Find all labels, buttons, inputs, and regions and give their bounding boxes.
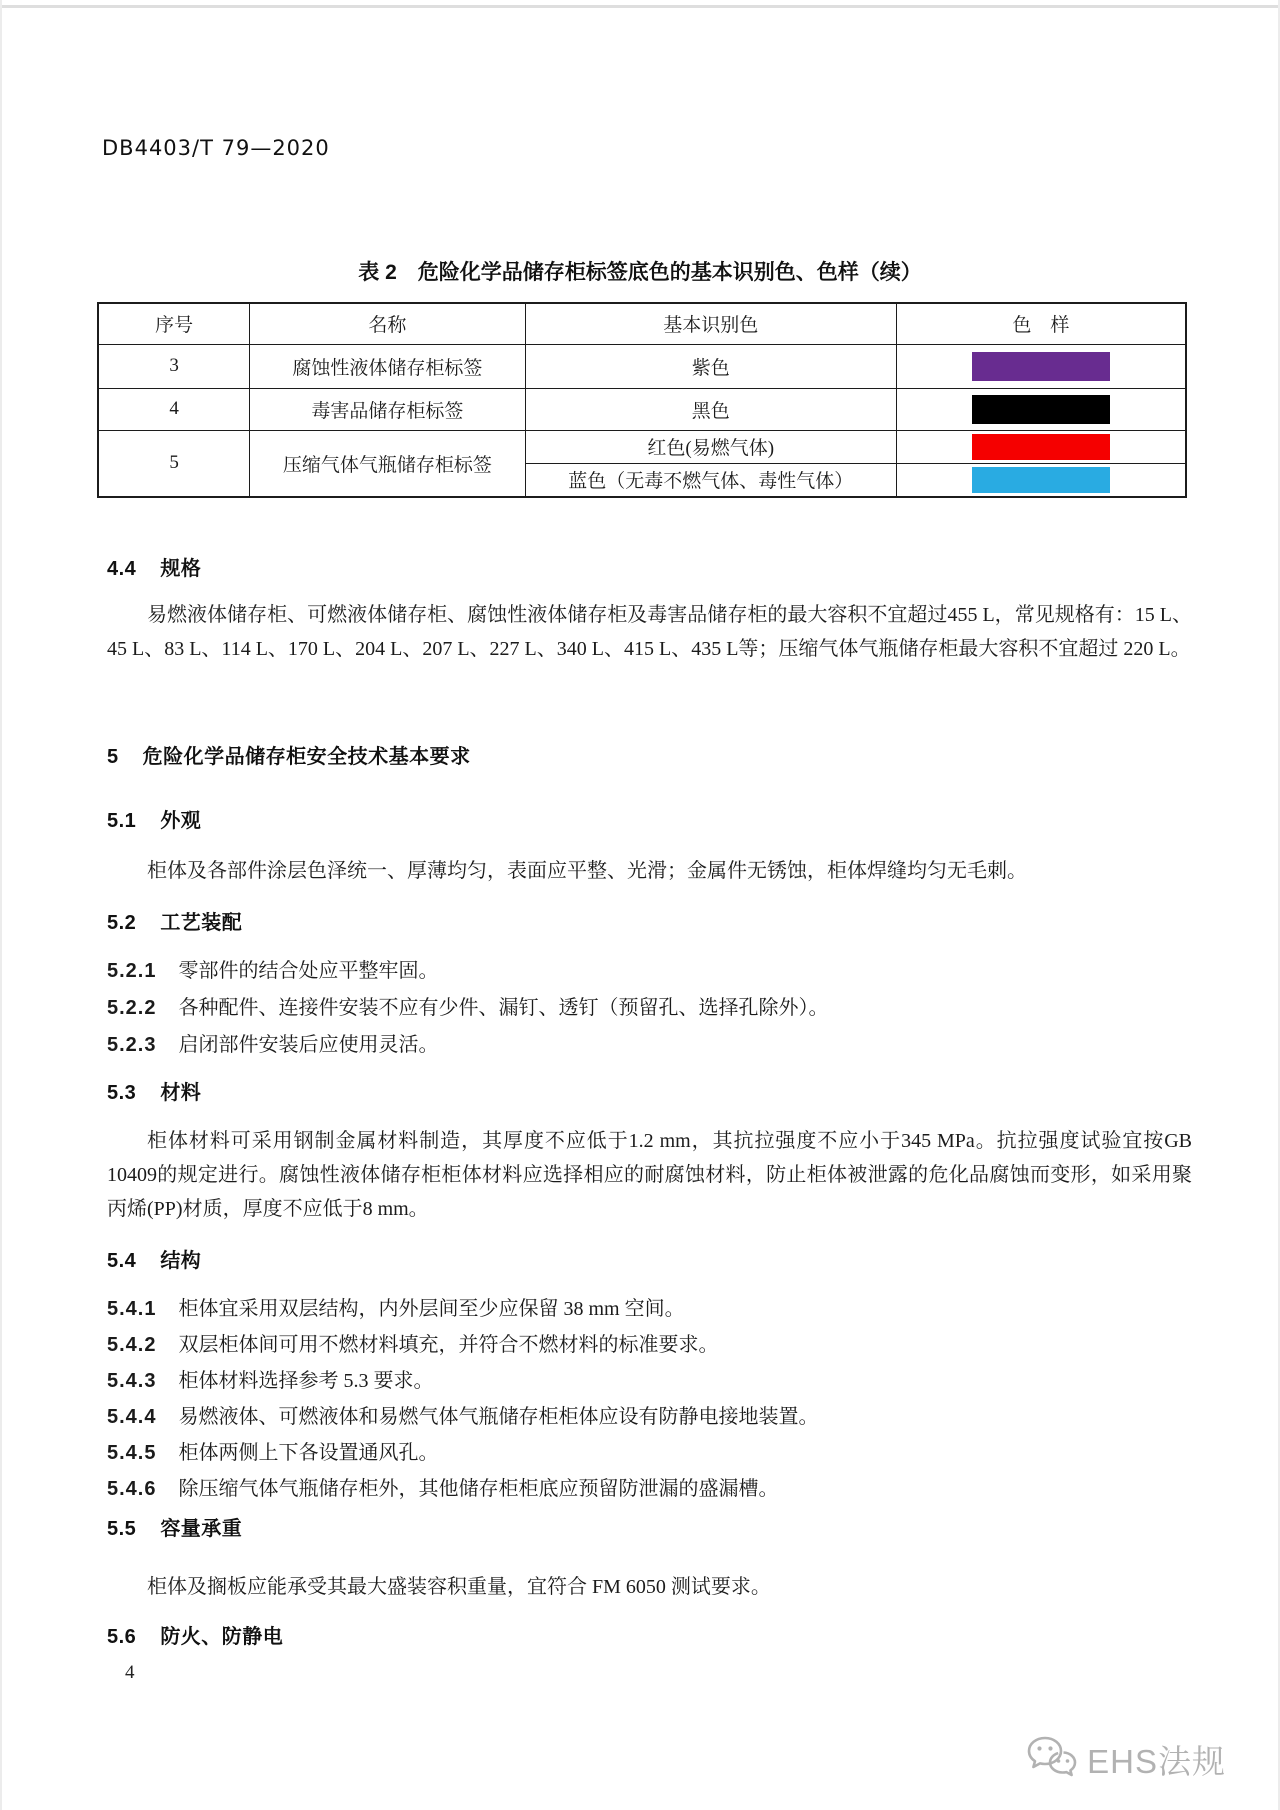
section-title: 防火、防静电 (160, 1626, 284, 1648)
clause-5-4-1 (107, 1292, 1192, 1326)
column-header-swatch: 色 样 (896, 303, 1186, 344)
paragraph-5-5: 柜体及搁板应能承受其最大盛装容积重量，宜符合 FM 6050 测试要求。 (147, 1576, 771, 1598)
column-header-no: 序号 (98, 303, 250, 344)
clause-text: 除压缩气体气瓶储存柜外，其他储存柜柜底应预留防泄漏的盛漏槽。 (178, 1478, 779, 1500)
section-heading-4-4 (107, 552, 201, 581)
clause-number: 5.4.2 (107, 1334, 157, 1356)
section-number: 5 (107, 746, 119, 768)
row-color: 黑色 (525, 388, 896, 430)
row-color: 紫色 (525, 344, 896, 388)
row-swatch-cell (896, 463, 1186, 497)
row-name: 毒害品储存柜标签 (250, 388, 525, 430)
section-number: 5.2 (107, 912, 137, 934)
clause-5-4-5 (107, 1436, 1192, 1470)
column-header-color: 基本识别色 (525, 303, 896, 344)
clause-number: 5.4.6 (107, 1478, 157, 1500)
clause-text: 启闭部件安装后应使用灵活。 (178, 1034, 439, 1056)
row-color: 红色(易燃气体) (525, 430, 896, 463)
section-number: 5.3 (107, 1082, 137, 1104)
section-number: 5.4 (107, 1250, 137, 1272)
clause-number: 5.4.3 (107, 1370, 157, 1392)
blue-swatch (972, 467, 1110, 493)
section-number: 4.4 (107, 558, 137, 580)
row-swatch-cell (896, 388, 1186, 430)
section-heading-5-2 (107, 906, 242, 935)
clause-5-4-2 (107, 1328, 1192, 1362)
section-heading-5-5 (107, 1512, 242, 1541)
page-number: 4 (125, 1662, 135, 1683)
section-title: 规格 (160, 558, 202, 580)
red-swatch (972, 434, 1110, 460)
clause-list-5-2 (107, 954, 1192, 1065)
column-header-name: 名称 (250, 303, 525, 344)
clause-text: 柜体材料选择参考 5.3 要求。 (178, 1370, 434, 1392)
section-number: 5.1 (107, 810, 137, 832)
section-title: 外观 (160, 810, 202, 832)
clause-number: 5.2.3 (107, 1034, 157, 1056)
section-title: 材料 (160, 1082, 202, 1104)
clause-number: 5.4.5 (107, 1442, 157, 1464)
row-no: 4 (98, 388, 250, 430)
identification-color-table (97, 302, 1187, 498)
clause-5-2-3 (107, 1028, 1192, 1062)
row-no: 3 (98, 344, 250, 388)
section-title: 工艺装配 (160, 912, 243, 934)
section-title: 结构 (160, 1250, 202, 1272)
scan-edge (2, 5, 1278, 8)
section-heading-5 (107, 740, 471, 769)
clause-text: 双层柜体间可用不燃材料填充，并符合不燃材料的标准要求。 (178, 1334, 719, 1356)
paragraph-5-3: 柜体材料可采用钢制金属材料制造，其厚度不应低于1.2 mm，其抗拉强度不应小于345 MPa。抗拉强度试验宜按GB 10409的规定进行。腐蚀性液体储存柜柜体材料应选择相应的耐腐蚀材料，防止柜体被泄露的危化品腐蚀而变形，如采用聚丙烯(PP)材质，厚度不应低于8 mm。 (107, 1130, 1192, 1220)
table-row (98, 388, 1186, 430)
standard-code: DB4403/T 79—2020 (102, 136, 330, 160)
section-title: 危险化学品储存柜安全技术基本要求 (142, 746, 471, 768)
section-heading-5-4 (107, 1244, 201, 1273)
purple-swatch (972, 352, 1110, 381)
section-title: 容量承重 (160, 1518, 243, 1540)
clause-text: 零部件的结合处应平整牢固。 (178, 960, 439, 982)
clause-number: 5.2.1 (107, 960, 157, 982)
clause-5-4-3 (107, 1364, 1192, 1398)
clause-number: 5.4.4 (107, 1406, 157, 1428)
section-number: 5.6 (107, 1626, 137, 1648)
row-color: 蓝色（无毒不燃气体、毒性气体） (525, 463, 896, 497)
row-name: 压缩气体气瓶储存柜标签 (250, 430, 525, 497)
section-heading-5-6 (107, 1620, 283, 1649)
table-row (98, 430, 1186, 463)
clause-number: 5.4.1 (107, 1298, 157, 1320)
table-title: 表 2 危险化学品储存柜标签底色的基本识别色、色样（续） (358, 261, 922, 284)
clause-text: 各种配件、连接件安装不应有少件、漏钉、透钉（预留孔、选择孔除外）。 (178, 997, 829, 1019)
section-heading-5-3 (107, 1076, 201, 1105)
row-no: 5 (98, 430, 250, 497)
black-swatch (972, 395, 1110, 424)
row-swatch-cell (896, 430, 1186, 463)
row-name: 腐蚀性液体储存柜标签 (250, 344, 525, 388)
table-row (98, 344, 1186, 388)
clause-5-2-1 (107, 954, 1192, 988)
watermark (1025, 1734, 1226, 1785)
clause-number: 5.2.2 (107, 997, 157, 1019)
section-heading-5-1 (107, 804, 201, 833)
section-number: 5.5 (107, 1518, 137, 1540)
clause-text: 柜体两侧上下各设置通风孔。 (178, 1442, 439, 1464)
paragraph-4-4: 易燃液体储存柜、可燃液体储存柜、腐蚀性液体储存柜及毒害品储存柜的最大容积不宜超过455 L，常见规格有：15 L、45 L、83 L、114 L、170 L、204 L、207 L、227 L、340 L、415 L、435 L等；压缩气体气瓶储存柜最大容积不宜超过 220 L。 (107, 604, 1192, 660)
clause-5-4-6 (107, 1472, 1192, 1506)
clause-5-2-2 (107, 991, 1192, 1025)
wechat-logo-icon (1025, 1734, 1079, 1785)
clause-text: 易燃液体、可燃液体和易燃气体气瓶储存柜柜体应设有防静电接地装置。 (178, 1406, 819, 1428)
row-swatch-cell (896, 344, 1186, 388)
clause-text: 柜体宜采用双层结构，内外层间至少应保留 38 mm 空间。 (178, 1298, 685, 1320)
clause-5-4-4 (107, 1400, 1192, 1434)
paragraph-5-1: 柜体及各部件涂层色泽统一、厚薄均匀，表面应平整、光滑；金属件无锈蚀，柜体焊缝均匀无毛刺。 (147, 860, 1027, 882)
watermark-text: EHS法规 (1087, 1743, 1226, 1780)
clause-list-5-4 (107, 1292, 1192, 1508)
